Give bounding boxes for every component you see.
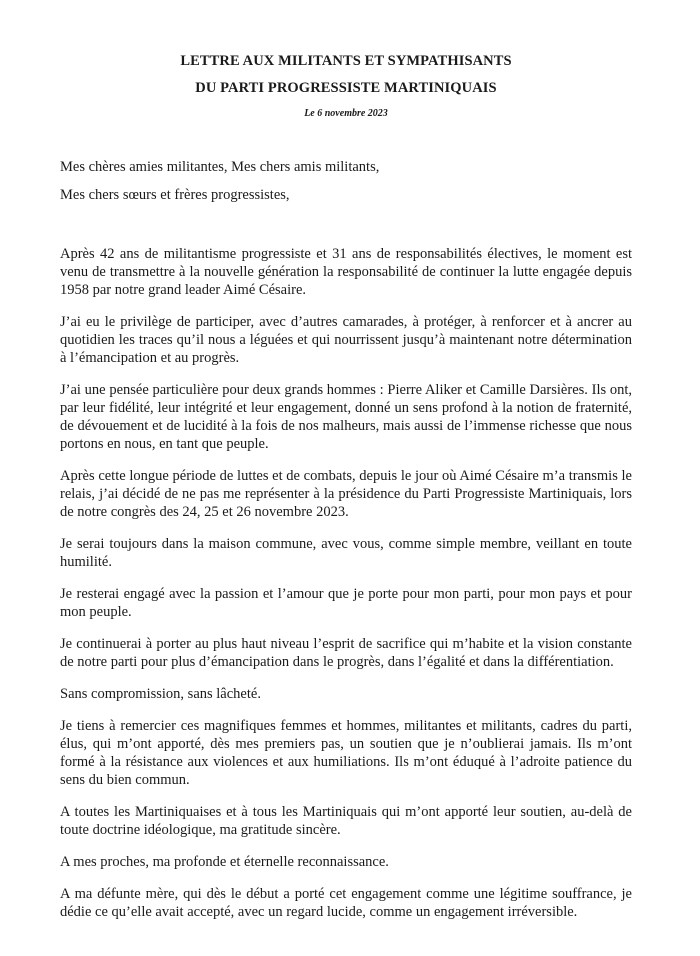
- paragraph: A toutes les Martiniquaises et à tous les Martiniquais qui m’ont apporté leur soutien, au-delà de toute doctrine idéologique, ma gratitude sincère.: [60, 804, 632, 838]
- paragraph: Après cette longue période de luttes et de combats, depuis le jour où Aimé Césaire m’a transmis le relais, j’ai décidé de ne pas me représenter à la présidence du Parti Progressiste Martiniquais, lors de notre congrès des 24, 25 et 26 novembre 2023.: [60, 468, 632, 520]
- paragraph: Je continuerai à porter au plus haut niveau l’esprit de sacrifice qui m’habite et la vision constante de notre parti pour plus d’émancipation dans le progrès, dans l’égalité et dans la différentiation.: [60, 636, 632, 670]
- salutation-line-1: Mes chères amies militantes, Mes chers amis militants,: [60, 159, 380, 175]
- paragraph: Je serai toujours dans la maison commune, avec vous, comme simple membre, veillant en toute humilité.: [60, 536, 632, 570]
- paragraph: J’ai eu le privilège de participer, avec d’autres camarades, à protéger, à renforcer et à ancrer au quotidien les traces qu’il nous a léguées et qui nourrissent jusqu’à maintenant notre détermination à l’émancipation et au progrès.: [60, 314, 632, 366]
- paragraph: A mes proches, ma profonde et éternelle reconnaissance.: [60, 854, 389, 870]
- letter-page: [60, 48, 632, 935]
- letter-body: [60, 245, 632, 921]
- paragraph: Sans compromission, sans lâcheté.: [60, 686, 261, 702]
- paragraph: Je tiens à remercier ces magnifiques femmes et hommes, militantes et militants, cadres du parti, élus, qui m’ont apporté, dès mes premiers pas, un soutien que je n’oublierai jamais. Ils m’ont formé à la résistance aux violences et aux humiliations. Ils m’ont éduqué à l’adroite patience du sens du bien commun.: [60, 718, 632, 788]
- letter-title-line-2: DU PARTI PROGRESSISTE MARTINIQUAIS: [195, 80, 497, 96]
- letter-date: Le 6 novembre 2023: [304, 108, 388, 119]
- paragraph: Je resterai engagé avec la passion et l’amour que je porte pour mon parti, pour mon pays et pour mon peuple.: [60, 586, 632, 620]
- letter-title-line-1: LETTRE AUX MILITANTS ET SYMPATHISANTS: [180, 53, 512, 69]
- paragraph: Après 42 ans de militantisme progressiste et 31 ans de responsabilités électives, le moment est venu de transmettre à la nouvelle génération la responsabilité de continuer la lutte engagée depuis 1958 par notre grand leader Aimé Césaire.: [60, 246, 632, 298]
- salutation-line-2: Mes chers sœurs et frères progressistes,: [60, 187, 290, 203]
- paragraph: A ma défunte mère, qui dès le début a porté cet engagement comme une légitime souffrance, je dédie ce qu’elle avait accepté, avec un regard lucide, comme un engagement irréversible.: [60, 886, 632, 920]
- paragraph: J’ai une pensée particulière pour deux grands hommes : Pierre Aliker et Camille Darsières. Ils ont, par leur fidélité, leur intégrité et leur engagement, donné un sens profond à la notion de fraternité, de dévouement et de lucidité à la fois de nos malheurs, mais aussi de l’immense richesse que nous portons en nous, en tant que peuple.: [60, 382, 632, 452]
